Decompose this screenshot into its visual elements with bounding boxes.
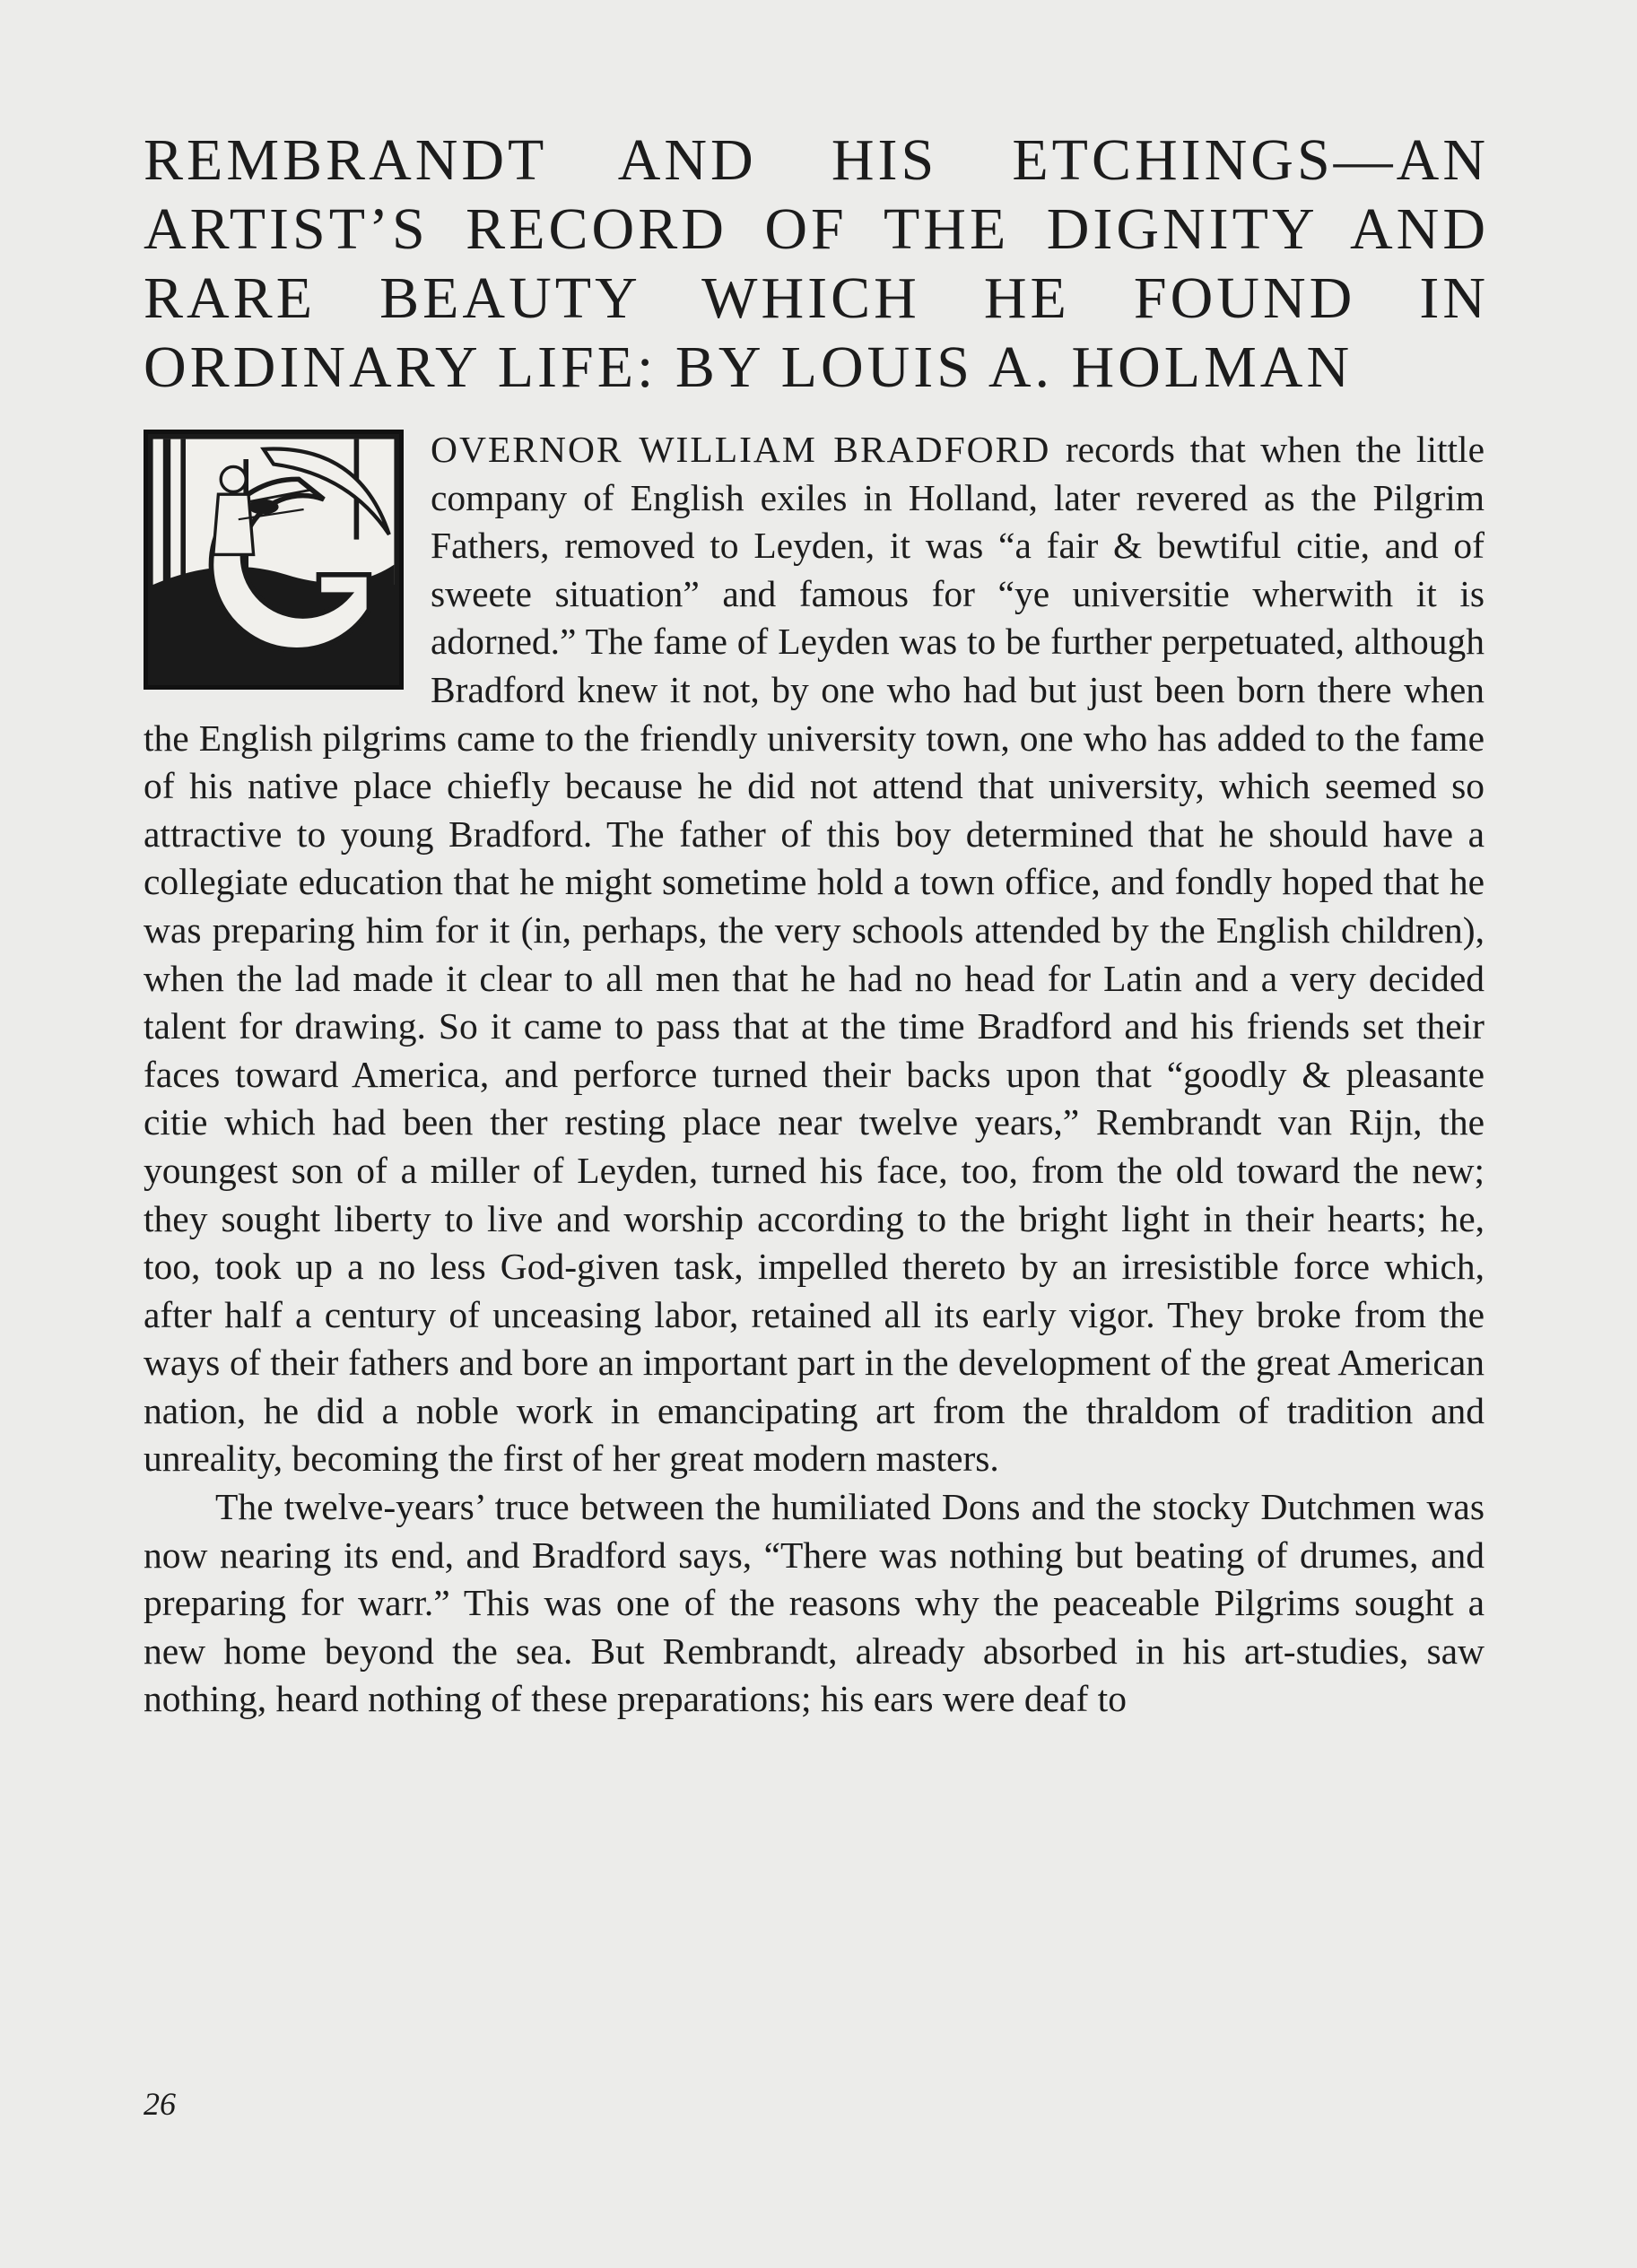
lead-caps: OVERNOR WILLIAM BRADFORD xyxy=(431,429,1051,470)
article-title xyxy=(144,126,1489,402)
page-number: 26 xyxy=(144,2086,176,2122)
title-line: ORDINARY LIFE: BY LOUIS A. HOLMAN xyxy=(144,335,1354,400)
paragraph-2: The twelve-years’ truce between the humiliated Dons and the stocky Dutchmen was now nearing its end, and Bradford says, “There was nothing but beating of drumes, and preparing for warr.” This was one of the reasons why the peaceable Pilgrims sought a new home beyond the sea. But Rembrandt, already absorbed in his art-studies, saw nothing, heard nothing of these preparations; his ears were deaf to xyxy=(144,1486,1485,1720)
dropcap-illustration xyxy=(144,430,404,690)
violinist-illustration-icon xyxy=(148,434,399,685)
title-line: ARTIST’S RECORD OF THE DIGNITY AND xyxy=(144,196,1489,262)
title-line: REMBRANDT AND HIS ETCHINGS—AN xyxy=(144,127,1489,193)
title-line: RARE BEAUTY WHICH HE FOUND IN xyxy=(144,265,1489,331)
article-body xyxy=(144,426,1485,1724)
paragraph-1-text: records that when the little company of English exiles in Holland, later revered as the Pilgrim Fathers, removed to Leyden, it was “a fair & bewtiful citie, and of sweete situation” and famous for “ye universitie wherwith it is adorned.” The fame of Leyden was to be further perpetuated, although Bradford knew it not, by one who had but just been born there when the English pilgrims came to the friendly university town, one who has added to the fame of his native place chiefly because he did not attend that university, which seemed so attractive to young Bradford. The father of this boy determined that he should have a collegiate education that he might sometime hold a town office, and fondly hoped that he was preparing him for it (in, perhaps, the very schools attended by the English children), when the lad made it clear to all men that he had no head for Latin and a very decided talent for drawing. So it came to pass that at the time Bradford and his friends set their faces toward America, and perforce turned their backs upon that “goodly & pleasante citie which had been ther resting place near twelve years,” Rembrandt van Rijn, the youngest son of a miller of Leyden, turned his face, too, from the old toward the new; they sought liberty to live and worship according to the bright light in their hearts; he, too, took up a no less God-given task, impelled thereto by an irresistible force which, after half a century of unceasing labor, retained all its early vigor. They broke from the ways of their fathers and bore an important part in the development of the great American nation, he did a noble work in emancipating art from the thraldom of tradition and unreality, becoming the first of her great modern masters. xyxy=(144,429,1485,1480)
